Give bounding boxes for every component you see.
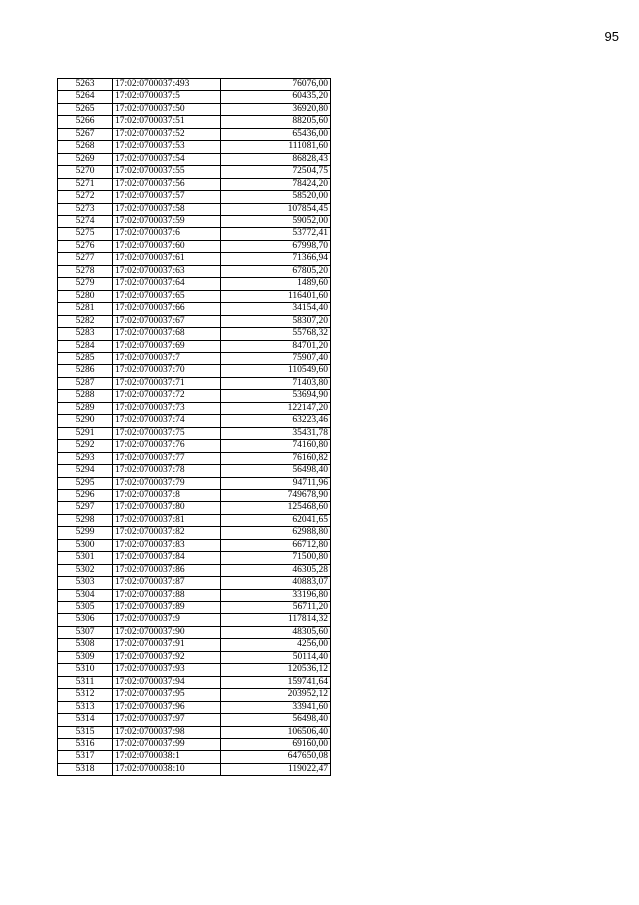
row-number-cell: 5313 (58, 701, 113, 713)
amount-cell: 46305,28 (221, 564, 331, 576)
row-number-cell: 5269 (58, 153, 113, 165)
row-number-cell: 5270 (58, 166, 113, 178)
row-number-cell: 5279 (58, 278, 113, 290)
amount-cell: 53694,90 (221, 390, 331, 402)
row-number-cell: 5268 (58, 141, 113, 153)
amount-cell: 50114,40 (221, 651, 331, 663)
cadastral-number-cell: 17:02:0700037:96 (113, 701, 221, 713)
cadastral-number-cell: 17:02:0700037:83 (113, 539, 221, 551)
cadastral-number-cell: 17:02:0700037:94 (113, 676, 221, 688)
cadastral-number-cell: 17:02:0700037:74 (113, 415, 221, 427)
row-number-cell: 5282 (58, 315, 113, 327)
cadastral-number-cell: 17:02:0700037:78 (113, 465, 221, 477)
row-number-cell: 5284 (58, 340, 113, 352)
cadastral-number-cell: 17:02:0700037:87 (113, 577, 221, 589)
cadastral-number-cell: 17:02:0700037:9 (113, 614, 221, 626)
amount-cell: 749678,90 (221, 489, 331, 501)
cadastral-number-cell: 17:02:0700037:52 (113, 128, 221, 140)
table-row (58, 539, 331, 551)
row-number-cell: 5297 (58, 502, 113, 514)
table-row (58, 614, 331, 626)
cadastral-number-cell: 17:02:0700037:54 (113, 153, 221, 165)
amount-cell: 116401,60 (221, 290, 331, 302)
row-number-cell: 5318 (58, 763, 113, 775)
row-number-cell: 5271 (58, 178, 113, 190)
row-number-cell: 5312 (58, 689, 113, 701)
amount-cell: 56711,20 (221, 602, 331, 614)
table-row (58, 116, 331, 128)
row-number-cell: 5263 (58, 79, 113, 91)
amount-cell: 117814,32 (221, 614, 331, 626)
row-number-cell: 5266 (58, 116, 113, 128)
cadastral-number-cell: 17:02:0700037:73 (113, 402, 221, 414)
table-row (58, 639, 331, 651)
row-number-cell: 5298 (58, 514, 113, 526)
amount-cell: 86828,43 (221, 153, 331, 165)
table-row (58, 166, 331, 178)
row-number-cell: 5293 (58, 452, 113, 464)
table-row (58, 278, 331, 290)
amount-cell: 55768,32 (221, 328, 331, 340)
table-row (58, 91, 331, 103)
cadastral-number-cell: 17:02:0700037:92 (113, 651, 221, 663)
cadastral-number-cell: 17:02:0700037:50 (113, 103, 221, 115)
row-number-cell: 5294 (58, 465, 113, 477)
table-row (58, 676, 331, 688)
amount-cell: 76076,00 (221, 79, 331, 91)
row-number-cell: 5311 (58, 676, 113, 688)
cadastral-number-cell: 17:02:0700037:88 (113, 589, 221, 601)
cadastral-number-cell: 17:02:0700037:68 (113, 328, 221, 340)
table-row (58, 452, 331, 464)
table-row (58, 589, 331, 601)
amount-cell: 75907,40 (221, 352, 331, 364)
row-number-cell: 5303 (58, 577, 113, 589)
table-row (58, 726, 331, 738)
row-number-cell: 5310 (58, 664, 113, 676)
amount-cell: 4256,00 (221, 639, 331, 651)
table-row (58, 427, 331, 439)
cadastral-number-cell: 17:02:0700037:79 (113, 477, 221, 489)
amount-cell: 35431,78 (221, 427, 331, 439)
table-row (58, 440, 331, 452)
cadastral-number-cell: 17:02:0700037:55 (113, 166, 221, 178)
table-row (58, 552, 331, 564)
row-number-cell: 5300 (58, 539, 113, 551)
cadastral-number-cell: 17:02:0700037:51 (113, 116, 221, 128)
table-body (58, 79, 331, 776)
cadastral-number-cell: 17:02:0700037:86 (113, 564, 221, 576)
amount-cell: 159741,64 (221, 676, 331, 688)
row-number-cell: 5272 (58, 191, 113, 203)
cadastral-number-cell: 17:02:0700037:63 (113, 265, 221, 277)
amount-cell: 72504,75 (221, 166, 331, 178)
row-number-cell: 5273 (58, 203, 113, 215)
table-row (58, 141, 331, 153)
amount-cell: 120536,12 (221, 664, 331, 676)
cadastral-number-cell: 17:02:0700037:5 (113, 91, 221, 103)
amount-cell: 62988,80 (221, 527, 331, 539)
table-row (58, 128, 331, 140)
table-row (58, 253, 331, 265)
table-row (58, 203, 331, 215)
cadastral-number-cell: 17:02:0700037:90 (113, 626, 221, 638)
row-number-cell: 5292 (58, 440, 113, 452)
cadastral-number-cell: 17:02:0700037:59 (113, 215, 221, 227)
table-row (58, 714, 331, 726)
table-row (58, 502, 331, 514)
table-row (58, 527, 331, 539)
row-number-cell: 5285 (58, 352, 113, 364)
row-number-cell: 5290 (58, 415, 113, 427)
row-number-cell: 5304 (58, 589, 113, 601)
table-row (58, 328, 331, 340)
table-row (58, 265, 331, 277)
row-number-cell: 5301 (58, 552, 113, 564)
amount-cell: 58520,00 (221, 191, 331, 203)
amount-cell: 59052,00 (221, 215, 331, 227)
row-number-cell: 5264 (58, 91, 113, 103)
cadastral-number-cell: 17:02:0700037:65 (113, 290, 221, 302)
cadastral-number-cell: 17:02:0700037:67 (113, 315, 221, 327)
table-row (58, 103, 331, 115)
table-row (58, 514, 331, 526)
amount-cell: 56498,40 (221, 465, 331, 477)
table-row (58, 489, 331, 501)
amount-cell: 67998,70 (221, 240, 331, 252)
amount-cell: 94711,96 (221, 477, 331, 489)
row-number-cell: 5295 (58, 477, 113, 489)
table-row (58, 477, 331, 489)
cadastral-number-cell: 17:02:0700037:8 (113, 489, 221, 501)
amount-cell: 84701,20 (221, 340, 331, 352)
row-number-cell: 5291 (58, 427, 113, 439)
amount-cell: 48305,60 (221, 626, 331, 638)
table-row (58, 763, 331, 775)
table-row (58, 664, 331, 676)
amount-cell: 62041,65 (221, 514, 331, 526)
table-row (58, 465, 331, 477)
cadastral-number-cell: 17:02:0700037:93 (113, 664, 221, 676)
amount-cell: 1489,60 (221, 278, 331, 290)
table-row (58, 240, 331, 252)
cadastral-number-cell: 17:02:0700037:6 (113, 228, 221, 240)
cadastral-number-cell: 17:02:0700038:1 (113, 751, 221, 763)
table-row (58, 651, 331, 663)
cadastral-number-cell: 17:02:0700037:98 (113, 726, 221, 738)
table-row (58, 228, 331, 240)
table-row (58, 415, 331, 427)
cadastral-number-cell: 17:02:0700037:61 (113, 253, 221, 265)
amount-cell: 122147,20 (221, 402, 331, 414)
amount-cell: 647650,08 (221, 751, 331, 763)
amount-cell: 78424,20 (221, 178, 331, 190)
table-row (58, 303, 331, 315)
cadastral-number-cell: 17:02:0700037:56 (113, 178, 221, 190)
cadastral-number-cell: 17:02:0700037:69 (113, 340, 221, 352)
table-row (58, 751, 331, 763)
amount-cell: 119022,47 (221, 763, 331, 775)
cadastral-number-cell: 17:02:0700037:77 (113, 452, 221, 464)
row-number-cell: 5275 (58, 228, 113, 240)
row-number-cell: 5267 (58, 128, 113, 140)
row-number-cell: 5280 (58, 290, 113, 302)
amount-cell: 53772,41 (221, 228, 331, 240)
amount-cell: 40883,07 (221, 577, 331, 589)
cadastral-number-cell: 17:02:0700037:76 (113, 440, 221, 452)
cadastral-number-cell: 17:02:0700037:91 (113, 639, 221, 651)
row-number-cell: 5286 (58, 365, 113, 377)
row-number-cell: 5287 (58, 377, 113, 389)
cadastral-number-cell: 17:02:0700037:66 (113, 303, 221, 315)
amount-cell: 34154,40 (221, 303, 331, 315)
table-row (58, 153, 331, 165)
amount-cell: 63223,46 (221, 415, 331, 427)
table-row (58, 377, 331, 389)
row-number-cell: 5278 (58, 265, 113, 277)
cadastral-number-cell: 17:02:0700037:57 (113, 191, 221, 203)
amount-cell: 33941,60 (221, 701, 331, 713)
row-number-cell: 5317 (58, 751, 113, 763)
data-table (57, 78, 331, 776)
table-row (58, 564, 331, 576)
amount-cell: 203952,12 (221, 689, 331, 701)
amount-cell: 66712,80 (221, 539, 331, 551)
table-row (58, 602, 331, 614)
cadastral-number-cell: 17:02:0700038:10 (113, 763, 221, 775)
cadastral-number-cell: 17:02:0700037:89 (113, 602, 221, 614)
table-row (58, 215, 331, 227)
row-number-cell: 5314 (58, 714, 113, 726)
table-row (58, 352, 331, 364)
amount-cell: 125468,60 (221, 502, 331, 514)
row-number-cell: 5316 (58, 739, 113, 751)
amount-cell: 110549,60 (221, 365, 331, 377)
amount-cell: 60435,20 (221, 91, 331, 103)
table-row (58, 689, 331, 701)
amount-cell: 71366,94 (221, 253, 331, 265)
row-number-cell: 5288 (58, 390, 113, 402)
table-row (58, 365, 331, 377)
cadastral-number-cell: 17:02:0700037:7 (113, 352, 221, 364)
page-number: 95 (604, 29, 619, 44)
row-number-cell: 5274 (58, 215, 113, 227)
cadastral-number-cell: 17:02:0700037:493 (113, 79, 221, 91)
table-row (58, 290, 331, 302)
cadastral-number-cell: 17:02:0700037:53 (113, 141, 221, 153)
table-row (58, 577, 331, 589)
amount-cell: 65436,00 (221, 128, 331, 140)
table-row (58, 402, 331, 414)
table-row (58, 79, 331, 91)
amount-cell: 107854,45 (221, 203, 331, 215)
cadastral-number-cell: 17:02:0700037:70 (113, 365, 221, 377)
cadastral-number-cell: 17:02:0700037:84 (113, 552, 221, 564)
cadastral-number-cell: 17:02:0700037:64 (113, 278, 221, 290)
amount-cell: 88205,60 (221, 116, 331, 128)
row-number-cell: 5296 (58, 489, 113, 501)
amount-cell: 69160,00 (221, 739, 331, 751)
cadastral-number-cell: 17:02:0700037:75 (113, 427, 221, 439)
row-number-cell: 5283 (58, 328, 113, 340)
amount-cell: 76160,82 (221, 452, 331, 464)
row-number-cell: 5265 (58, 103, 113, 115)
row-number-cell: 5306 (58, 614, 113, 626)
amount-cell: 74160,80 (221, 440, 331, 452)
row-number-cell: 5315 (58, 726, 113, 738)
table-row (58, 701, 331, 713)
row-number-cell: 5281 (58, 303, 113, 315)
amount-cell: 33196,80 (221, 589, 331, 601)
amount-cell: 106506,40 (221, 726, 331, 738)
row-number-cell: 5276 (58, 240, 113, 252)
table-row (58, 315, 331, 327)
row-number-cell: 5305 (58, 602, 113, 614)
cadastral-number-cell: 17:02:0700037:80 (113, 502, 221, 514)
cadastral-number-cell: 17:02:0700037:72 (113, 390, 221, 402)
amount-cell: 36920,80 (221, 103, 331, 115)
cadastral-number-cell: 17:02:0700037:95 (113, 689, 221, 701)
row-number-cell: 5302 (58, 564, 113, 576)
amount-cell: 71403,80 (221, 377, 331, 389)
table-row (58, 340, 331, 352)
amount-cell: 67805,20 (221, 265, 331, 277)
cadastral-number-cell: 17:02:0700037:60 (113, 240, 221, 252)
table-row (58, 390, 331, 402)
amount-cell: 58307,20 (221, 315, 331, 327)
table-row (58, 178, 331, 190)
amount-cell: 71500,80 (221, 552, 331, 564)
table-row (58, 739, 331, 751)
cadastral-number-cell: 17:02:0700037:99 (113, 739, 221, 751)
row-number-cell: 5309 (58, 651, 113, 663)
row-number-cell: 5307 (58, 626, 113, 638)
cadastral-number-cell: 17:02:0700037:81 (113, 514, 221, 526)
cadastral-number-cell: 17:02:0700037:71 (113, 377, 221, 389)
row-number-cell: 5299 (58, 527, 113, 539)
cadastral-number-cell: 17:02:0700037:82 (113, 527, 221, 539)
table-row (58, 626, 331, 638)
row-number-cell: 5277 (58, 253, 113, 265)
row-number-cell: 5308 (58, 639, 113, 651)
table-row (58, 191, 331, 203)
cadastral-number-cell: 17:02:0700037:97 (113, 714, 221, 726)
row-number-cell: 5289 (58, 402, 113, 414)
cadastral-number-cell: 17:02:0700037:58 (113, 203, 221, 215)
amount-cell: 111081,60 (221, 141, 331, 153)
amount-cell: 56498,40 (221, 714, 331, 726)
